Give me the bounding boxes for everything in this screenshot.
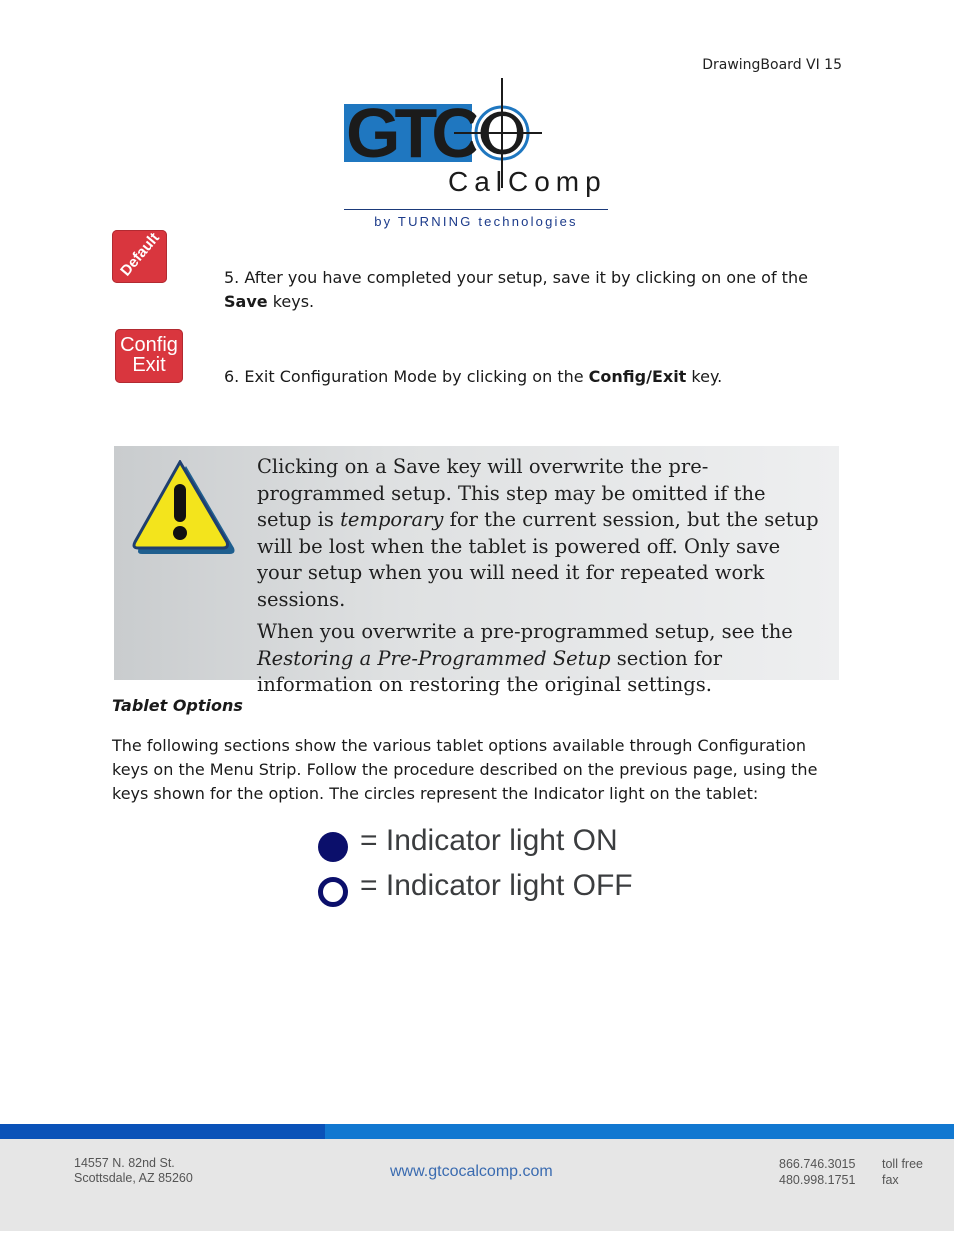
default-key-icon xyxy=(112,230,167,283)
warning-p1-part-b: for the current session, but the setup will be lost when the tablet is powered off. Only save your setup when you will need it for repeated work sessions. xyxy=(257,508,819,611)
section-heading: Tablet Options xyxy=(112,696,243,715)
footer-tollfree-label: toll free xyxy=(882,1157,923,1171)
legend-on-label: = Indicator light ON xyxy=(360,824,618,857)
step-6-text xyxy=(224,365,849,389)
legend-off-label: = Indicator light OFF xyxy=(360,869,633,902)
indicator-off-icon xyxy=(318,877,348,907)
footer-bar-light xyxy=(325,1124,954,1139)
warning-p2-emphasis: Restoring a Pre-Programmed Setup xyxy=(257,646,611,670)
warning-paragraph-2 xyxy=(257,619,822,699)
config-key-label-line1: Config xyxy=(120,334,178,356)
step-6-suffix: key. xyxy=(686,367,723,386)
indicator-on-icon xyxy=(318,832,348,862)
step-5-save-keyword: Save xyxy=(224,292,268,311)
footer-phones xyxy=(779,1156,855,1188)
warning-p2-part-b: section for information on restoring the original settings. xyxy=(257,646,723,696)
gtco-calcomp-logo xyxy=(344,78,612,232)
warning-paragraph-1 xyxy=(257,454,822,613)
warning-callout xyxy=(114,446,839,696)
step-6-config-exit-keyword: Config/Exit xyxy=(588,367,687,386)
footer-phone-labels xyxy=(882,1156,923,1188)
footer-bar-dark xyxy=(0,1124,325,1139)
footer-fax-label: fax xyxy=(882,1173,899,1187)
footer-phone-fax: 480.998.1751 xyxy=(779,1173,856,1187)
step-5-prefix: 5. After you have completed your setup, save it by clicking on one of the xyxy=(224,268,808,287)
warning-text xyxy=(257,454,822,705)
logo-subbrand: CalComp xyxy=(448,166,607,197)
logo-brand: GTCO xyxy=(346,94,525,172)
step-6-prefix: 6. Exit Configuration Mode by clicking on the xyxy=(224,367,589,386)
warning-p1-part-a: Clicking on a Save key will overwrite the pre-programmed setup. This step may be omitted if the setup is xyxy=(257,455,766,531)
warning-p1-emphasis: temporary xyxy=(340,508,444,531)
warning-p2-part-a: When you overwrite a pre-programmed setup, see the xyxy=(257,620,793,643)
warning-icon xyxy=(130,460,238,558)
footer-address-line1: 14557 N. 82nd St. xyxy=(74,1156,175,1170)
footer-phone-tollfree: 866.746.3015 xyxy=(779,1157,856,1171)
section-intro: The following sections show the various tablet options available through Configuration keys on the Menu Strip. Follow the procedure described on the previous page, using the keys shown for the option. The circles represent the Indicator light on the tablet: xyxy=(112,736,818,803)
logo-byline: by TURNING technologies xyxy=(374,214,578,229)
logo-divider xyxy=(344,209,608,210)
footer-address-line2: Scottsdale, AZ 85260 xyxy=(74,1171,193,1185)
page-header-title: DrawingBoard VI 15 xyxy=(702,57,842,73)
footer-website-link[interactable]: www.gtcocalcomp.com xyxy=(390,1163,553,1180)
step-5-suffix: keys. xyxy=(267,292,315,311)
default-key-label: Default xyxy=(117,230,163,280)
footer-address xyxy=(74,1156,193,1186)
config-exit-key-icon xyxy=(115,329,183,383)
indicator-legend xyxy=(318,826,658,910)
config-key-label-line2: Exit xyxy=(132,354,166,376)
step-5-text xyxy=(224,266,849,314)
